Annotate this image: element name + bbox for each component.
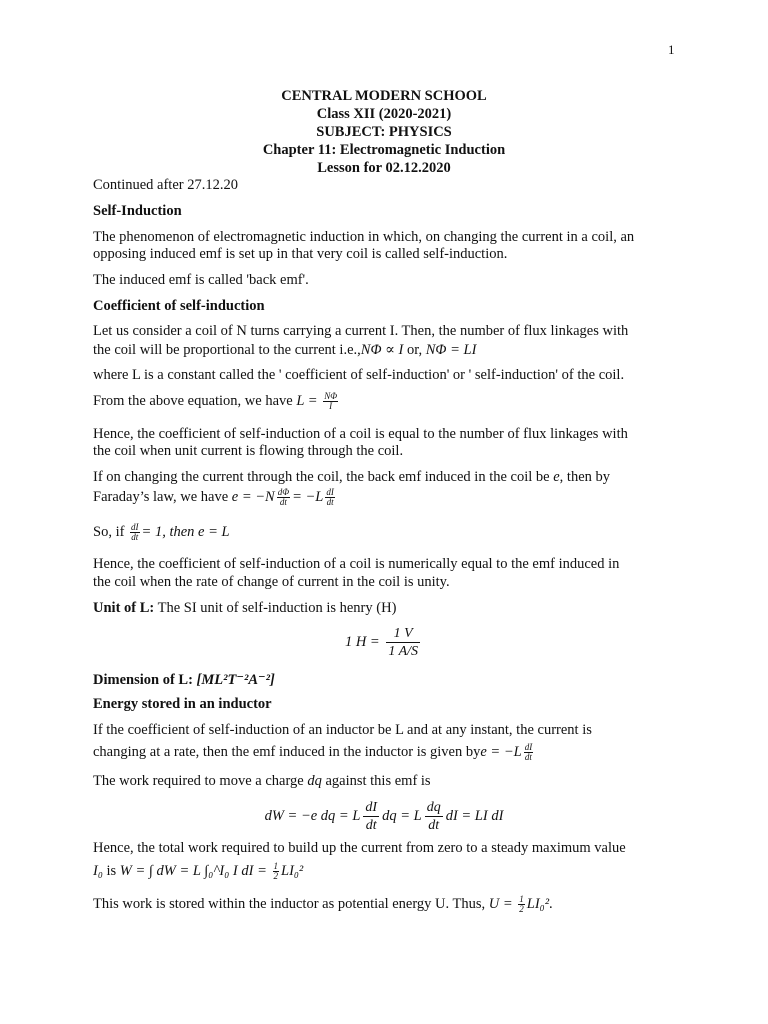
class-line: Class XII (2020-2021) — [316, 106, 452, 122]
page-number: 1 — [668, 42, 675, 57]
fraction — [363, 799, 379, 834]
text: , then by — [559, 469, 611, 485]
paragraph-line: where L is a constant called the ' coefficient of self-induction' or ' self-induction' of the coil. — [93, 367, 625, 383]
continued-note: Continued after 27.12.20 — [93, 177, 238, 193]
paragraph-line: If the coefficient of self-induction of an inductor be L and at any instant, the current is — [93, 722, 592, 738]
fraction — [273, 862, 280, 881]
heading-self-induction: Self-Induction — [93, 203, 182, 219]
dimension-label: Dimension of L: — [93, 672, 197, 688]
fraction — [518, 895, 525, 914]
text: against this emf is — [321, 773, 431, 789]
fraction — [425, 799, 443, 834]
paragraph-line: opposing induced emf is set up in that very coil is called self-induction. — [93, 246, 508, 262]
paragraph-line: the coil when unit current is flowing through the coil. — [93, 443, 404, 459]
equation: U = — [488, 895, 517, 912]
paragraph-line — [93, 342, 476, 359]
paragraph-line: the coil when the rate of change of current in the coil is unity. — [93, 574, 450, 590]
numerator: dΦ — [277, 487, 290, 497]
paragraph-line — [93, 743, 535, 762]
paragraph-line: Let us consider a coil of N turns carrying a current I. Then, the number of flux linkages with — [93, 323, 629, 339]
denominator: I — [329, 401, 333, 411]
equation: W = ∫ dW = L ∫₀^I₀ I dI = — [119, 862, 271, 879]
equation: dq = L — [382, 807, 422, 824]
fraction — [524, 743, 534, 762]
text: the coil will be proportional to the current i.e., — [93, 342, 361, 358]
paragraph-line: Hence, the coefficient of self-induction of a coil is equal to the number of flux linkages with — [93, 426, 628, 442]
denominator: dt — [365, 818, 377, 833]
equation: dI = LI dI — [445, 807, 504, 824]
text: The work required to move a charge — [93, 773, 308, 789]
denominator: dt — [326, 497, 334, 507]
paragraph-line — [93, 895, 553, 914]
paragraph-line — [93, 392, 340, 411]
text: . — [549, 895, 553, 912]
paragraph-line — [93, 523, 230, 542]
text: So, if — [93, 523, 129, 540]
fraction — [325, 488, 335, 507]
numerator: dq — [426, 800, 441, 815]
equation: = 1, then e = L — [141, 523, 230, 540]
equation: = −L — [292, 488, 324, 505]
equation: e — [553, 469, 560, 485]
paragraph-line — [93, 671, 275, 689]
dimension-value: [ML²T⁻²A⁻²] — [196, 672, 275, 688]
equation: NΦ = LI — [425, 342, 477, 358]
paragraph-line — [93, 600, 396, 617]
paragraph-line: Hence, the total work required to build up the current from zero to a steady maximum value — [93, 840, 626, 856]
school-name: CENTRAL MODERN SCHOOL — [281, 88, 487, 104]
text: changing at a rate, then the emf induced in the inductor is given by — [93, 743, 481, 760]
equation: e = −L — [480, 743, 522, 760]
equation: dW = −e dq = L — [264, 807, 361, 824]
fraction — [277, 488, 290, 507]
paragraph-line — [93, 862, 303, 881]
numerator: dI — [524, 742, 533, 752]
equation: L = — [296, 392, 322, 409]
text: This work is stored within the inductor as potential energy U. Thus, — [93, 895, 489, 912]
heading-energy: Energy stored in an inductor — [93, 696, 272, 712]
equation: 1 H = — [344, 633, 384, 650]
paragraph-line — [93, 488, 337, 507]
denominator: dt — [131, 532, 139, 542]
fraction — [130, 523, 140, 542]
text: Faraday’s law, we have — [93, 488, 232, 505]
paragraph-line — [93, 469, 610, 486]
fraction — [323, 392, 338, 411]
denominator: dt — [428, 818, 440, 833]
chapter-line: Chapter 11: Electromagnetic Induction — [262, 142, 506, 158]
paragraph-line: The phenomenon of electromagnetic induction in which, on changing the current in a coil, an — [93, 229, 635, 245]
equation: LI₀² — [526, 895, 550, 912]
denominator: 2 — [519, 904, 524, 914]
subject-line: SUBJECT: PHYSICS — [316, 124, 452, 140]
heading-coefficient: Coefficient of self-induction — [93, 298, 265, 314]
denominator: dt — [524, 752, 532, 762]
document-header — [0, 87, 768, 177]
numerator: NΦ — [324, 391, 338, 401]
text: If on changing the current through the coil, the back emf induced in the coil be — [93, 469, 554, 485]
denominator: dt — [279, 497, 287, 507]
paragraph-line — [93, 773, 431, 790]
text: The SI unit of self-induction is henry (H) — [154, 600, 397, 616]
unit-label: Unit of L: — [93, 600, 155, 616]
unit-equation — [0, 625, 768, 660]
denominator: 1 A/S — [388, 644, 419, 659]
numerator: 1 — [519, 894, 524, 904]
numerator: 1 V — [386, 625, 420, 643]
numerator: 1 — [273, 861, 278, 871]
paragraph-line: Hence, the coefficient of self-induction of a coil is numerically equal to the emf induced in — [93, 556, 620, 572]
work-equation — [0, 799, 768, 834]
numerator: dI — [131, 522, 139, 532]
lesson-line: Lesson for 02.12.2020 — [317, 160, 451, 176]
text: or, — [403, 342, 426, 358]
equation: e = −N — [231, 488, 275, 505]
equation: dq — [307, 773, 322, 789]
equation: NΦ ∝ I — [360, 342, 404, 358]
denominator: 2 — [273, 871, 278, 881]
fraction — [386, 625, 420, 660]
equation: LI₀² — [281, 862, 304, 879]
text: is — [102, 862, 120, 879]
numerator: dI — [365, 800, 378, 815]
equation: I₀ — [93, 862, 103, 879]
paragraph-line: The induced emf is called 'back emf'. — [93, 272, 309, 288]
numerator: dI — [326, 487, 334, 497]
text: From the above equation, we have — [93, 392, 297, 409]
